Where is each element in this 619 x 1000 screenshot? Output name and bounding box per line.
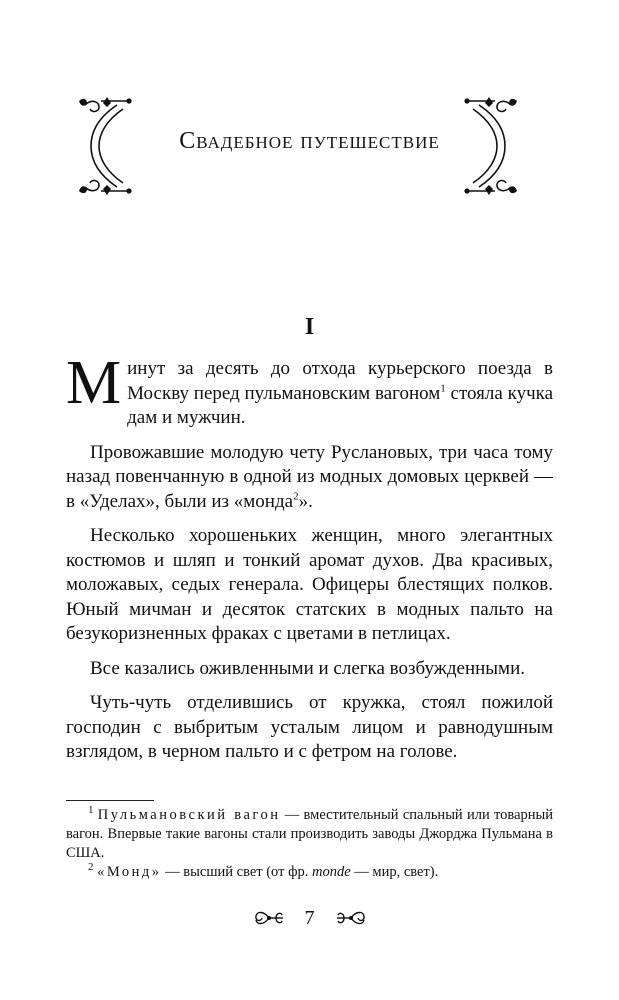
footnote-ref-1[interactable]: 1 [440, 382, 446, 395]
footnote-2-term: «Монд» [97, 864, 162, 880]
body-text [66, 349, 553, 775]
paragraph-1-text-a: инут за десять до отхода курьерского поезда в Москву перед пульмановским вагоном [127, 358, 553, 404]
fleuron-right-icon [334, 907, 368, 929]
footnote-ref-2[interactable]: 2 [293, 490, 299, 503]
footnote-1-text: — вместительный спальный или товарный вагон. Впервые такие вагоны стали производить заводы Джорджа Пульмана в США. [66, 807, 554, 861]
paragraph-3: Несколько хорошеньких женщин, много элегантных костюмов и шляп и тонкий аромат духов. Два красивых, моложавых, седых генерала. Офицеры блестящих полков. Юный мичман и десяток статских в модных пальто на безукоризненных фраках с цветами в петлицах. [66, 525, 553, 644]
footnote-divider [66, 800, 154, 801]
footnote-1-term: Пульмановский вагон [97, 807, 281, 823]
paragraph-1 [66, 349, 553, 431]
paragraph-5: Чуть-чуть отделившись от кружка, стоял пожилой господин с выбритым усталым лицом и равнодушным взглядом, в черном пальто и с фетром на голове. [66, 692, 553, 762]
fleuron-left-icon [252, 907, 286, 929]
footnote-1-mark: 1 [88, 804, 94, 817]
page-number: 7 [304, 906, 315, 929]
footnote-2-mark: 2 [88, 861, 94, 874]
bracket-ornament-right-icon [455, 95, 519, 197]
paragraph-1-text-b: стояла кучка дам и мужчин. [127, 382, 553, 428]
paragraph-4: Все казались оживленными и слегка возбужденными. [90, 657, 525, 679]
paragraph-2 [66, 441, 553, 515]
section-number: I [304, 314, 315, 340]
footnote-2 [66, 863, 553, 882]
footnotes [66, 806, 553, 882]
drop-cap: М [66, 349, 122, 417]
footnote-2-text-b: — мир, свет). [350, 864, 439, 880]
paragraph-2-text-b: ». [298, 490, 313, 512]
footnote-2-foreign-word: monde [311, 864, 351, 880]
chapter-title: Свадебное путешествие [179, 128, 440, 154]
footnote-1 [66, 806, 553, 863]
footnote-2-text-a: — высший свет (от фр. [161, 864, 312, 880]
page-footer [0, 906, 619, 936]
paragraph-2-text-a: Провожавшие молодую чету Руслановых, три часа тому назад повенчанную в одной из модных домовых церквей — в «Уделах», были из «монда [66, 441, 553, 512]
